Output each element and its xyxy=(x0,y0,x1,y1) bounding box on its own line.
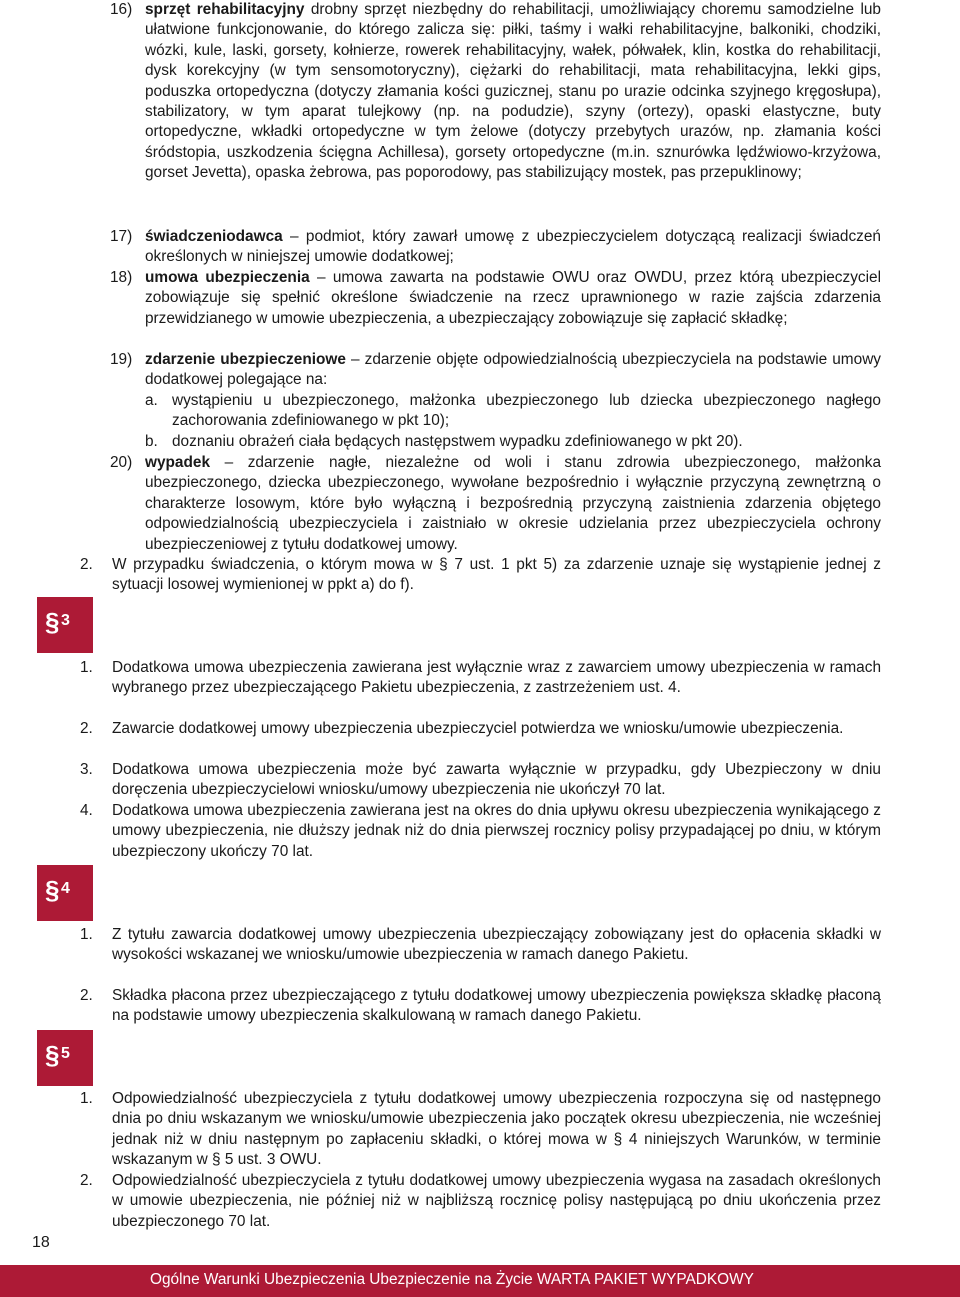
sub-text: doznaniu obrażeń ciała będących następstwem wypadku zdefiniowanego w pkt 20). xyxy=(172,433,743,450)
definition-text: – zdarzenie objęte odpowiedzialnością ubezpieczyciela na podstawie umowy dodatkowej polegające na: xyxy=(145,351,882,389)
section-3-item-2 xyxy=(80,719,881,739)
paragraph-icon: § xyxy=(45,607,60,637)
item-number: 3. xyxy=(80,761,93,778)
definition-number: 16) xyxy=(110,1,133,18)
item-number: 4. xyxy=(80,802,93,819)
section-3-item-4 xyxy=(80,801,881,862)
definition-number: 17) xyxy=(110,228,133,245)
item-number: 1. xyxy=(80,659,93,676)
item-text: Składka płacona przez ubezpieczającego z tytułu dodatkowej umowy ubezpieczenia powiększa składkę płaconą na podstawie umowy ubezpieczenia skalkulowaną w ramach danego Pakietu. xyxy=(112,987,881,1025)
paragraph-icon: § xyxy=(45,875,60,905)
item-number: 1. xyxy=(80,1090,93,1107)
section-3-item-1 xyxy=(80,658,881,699)
page-number: 18 xyxy=(32,1234,50,1251)
footer-bar xyxy=(0,1265,960,1297)
definition-term: umowa ubezpieczenia xyxy=(145,269,310,286)
item-text: Odpowiedzialność ubezpieczyciela z tytułu dodatkowej umowy ubezpieczenia wygasa na zasadach określonych w umowie ubezpieczenia, nie później niż w najbliższą rocznicę polisy następującą po dniu ukończenia przez ubezpieczonego 70 lat. xyxy=(112,1172,881,1230)
definition-text: drobny sprzęt niezbędny do rehabilitacji, umożliwiający choremu samodzielne lub ułatwione funkcjonowanie, do którego zalicza się: piłki, taśmy i wałki rehabilitacyjne, balkoniki, chodziki, wózki, kule, laski, gorsety, kołnierze, rowerek rehabilitacyjny, wałek, półwałek, klin, kostka do rehabilitacji, dysk korekcyjny (w tym sensomotoryczny), ciężarki do rehabilitacji, mata rehabilitacyjna, lekki gips, poduszka ortopedyczna (dotyczy złamania kości guzicznej, stanu po urazie odcinka szyjnego kręgosłupa), stabilizatory, w tym aparat tulejkowy (np. na podudzie), szyny (ortezy), opaski elastyczne, buty ortopedyczne, wkładki ortopedyczne w tym żelowe (dotyczy przebytych urazów, np. złamania kości śródstopia, uszkodzenia ścięgna Achillesa), gorsety ortopedyczne (m.in. sznurówka lędźwiowo-krzyżowa, gorset Jevetta), opaska żebrowa, pas poporodowy, pas stabilizujący mostek, pas przepuklinowy; xyxy=(145,1,881,182)
definition-19 xyxy=(110,350,881,391)
definition-number: 19) xyxy=(110,351,133,368)
definition-term: wypadek xyxy=(145,454,211,471)
definition-number: 20) xyxy=(110,454,133,471)
definition-text: – umowa zawarta na podstawie OWU oraz OWDU, przez którą ubezpieczyciel zobowiązuje się spełnić określone świadczenie na rzecz uprawnionego w razie zajścia zdarzenia przewidzianego w umowie ubezpieczenia, a ubezpieczający zobowiązuje się zapłacić składkę; xyxy=(145,269,881,327)
definition-19-sub-b xyxy=(145,432,881,452)
definition-number: 18) xyxy=(110,269,133,286)
section-4-item-2 xyxy=(80,986,881,1027)
section-number: 3 xyxy=(61,612,70,629)
definition-text: – podmiot, który zawarł umowę z ubezpieczycielem dotyczącą realizacji świadczeń określonych w niniejszej umowie dodatkowej; xyxy=(145,228,881,266)
sub-letter: b. xyxy=(145,433,158,450)
section-5-item-2 xyxy=(80,1171,881,1232)
item-number: 2. xyxy=(80,1172,93,1189)
item-number: 2. xyxy=(80,987,93,1004)
item-text: Zawarcie dodatkowej umowy ubezpieczenia ubezpieczyciel potwierdza we wniosku/umowie ubezpieczenia. xyxy=(112,720,844,737)
definition-16 xyxy=(110,0,881,184)
section-number: 4 xyxy=(61,880,70,897)
item-number: 1. xyxy=(80,926,93,943)
definition-19-sub-a xyxy=(145,391,881,432)
section-3-item-3 xyxy=(80,760,881,801)
item-text: Z tytułu zawarcia dodatkowej umowy ubezpieczenia ubezpieczający zobowiązany jest do opłacenia składki w wysokości wskazanej we wniosku/umowie ubezpieczenia w ramach danego Pakietu. xyxy=(112,926,881,964)
item-text: Dodatkowa umowa ubezpieczenia zawierana jest na okres do dnia upływu okresu ubezpieczenia wynikającego z umowy ubezpieczenia, nie dłuższy jednak niż do dnia pierwszej rocznicy polisy przypadającej po dniu, w którym ubezpieczony ukończy 70 lat. xyxy=(112,802,881,860)
section-4-item-1 xyxy=(80,925,881,966)
item-text: W przypadku świadczenia, o którym mowa w § 7 ust. 1 pkt 5) za zdarzenie uznaje się wystąpienie jednej z sytuacji losowej wymienionej w ppkt a) do f). xyxy=(112,556,881,594)
sub-letter: a. xyxy=(145,392,158,409)
section2-item-2 xyxy=(80,555,881,596)
section-badge-5 xyxy=(37,1030,93,1086)
footer-text: Ogólne Warunki Ubezpieczenia Ubezpieczenie na Życie WARTA PAKIET WYPADKOWY xyxy=(150,1271,754,1288)
definition-text: – zdarzenie nagłe, niezależne od woli i stanu zdrowia ubezpieczonego, małżonka ubezpieczonego, dziecka ubezpieczonego, wywołane bezpośrednio i wyłącznie przyczyną zewnętrzną o charakterze losowym, które było wyłączną i bezpośrednią przyczyną zaistnienia zdarzenia objętego odpowiedzialnością ubezpieczyciela i zaistniało w okresie udzielania przez ubezpieczyciela ochrony ubezpieczeniowej z tytułu dodatkowej umowy. xyxy=(145,454,881,553)
definition-18 xyxy=(110,268,881,329)
item-number: 2. xyxy=(80,556,93,573)
item-text: Odpowiedzialność ubezpieczyciela z tytułu dodatkowej umowy ubezpieczenia rozpoczyna się od następnego dnia po dniu wskazanym we wniosku/umowie ubezpieczenia jako początek okresu ubezpieczenia, nie wcześniej jednak niż w dniu następnym po zapłaceniu składki, o której mowa w § 4 niniejszych Warunków, w terminie wskazanym w § 5 ust. 3 OWU. xyxy=(112,1090,881,1169)
definition-20 xyxy=(110,453,881,555)
section-badge-3 xyxy=(37,597,93,653)
definition-17 xyxy=(110,227,881,268)
item-text: Dodatkowa umowa ubezpieczenia może być zawarta wyłącznie w przypadku, gdy Ubezpieczony w dniu doręczenia ubezpieczycielowi wniosku/umowy ubezpieczenia nie ukończył 70 lat. xyxy=(112,761,881,799)
paragraph-icon: § xyxy=(45,1040,60,1070)
item-text: Dodatkowa umowa ubezpieczenia zawierana jest wyłącznie wraz z zawarciem umowy ubezpieczenia w ramach wybranego przez ubezpieczającego Pakietu ubezpieczenia, z zastrzeżeniem ust. 4. xyxy=(112,659,881,697)
section-5-item-1 xyxy=(80,1089,881,1171)
section-badge-4 xyxy=(37,865,93,921)
sub-text: wystąpieniu u ubezpieczonego, małżonka ubezpieczonego lub dziecka ubezpieczonego nagłego zachorowania zdefiniowanego w pkt 10); xyxy=(172,392,881,430)
definition-term: zdarzenie ubezpieczeniowe xyxy=(145,351,346,368)
definition-term: świadczeniodawca xyxy=(145,228,283,245)
item-number: 2. xyxy=(80,720,93,737)
section-number: 5 xyxy=(61,1045,70,1062)
definition-term: sprzęt rehabilitacyjny xyxy=(145,1,305,18)
